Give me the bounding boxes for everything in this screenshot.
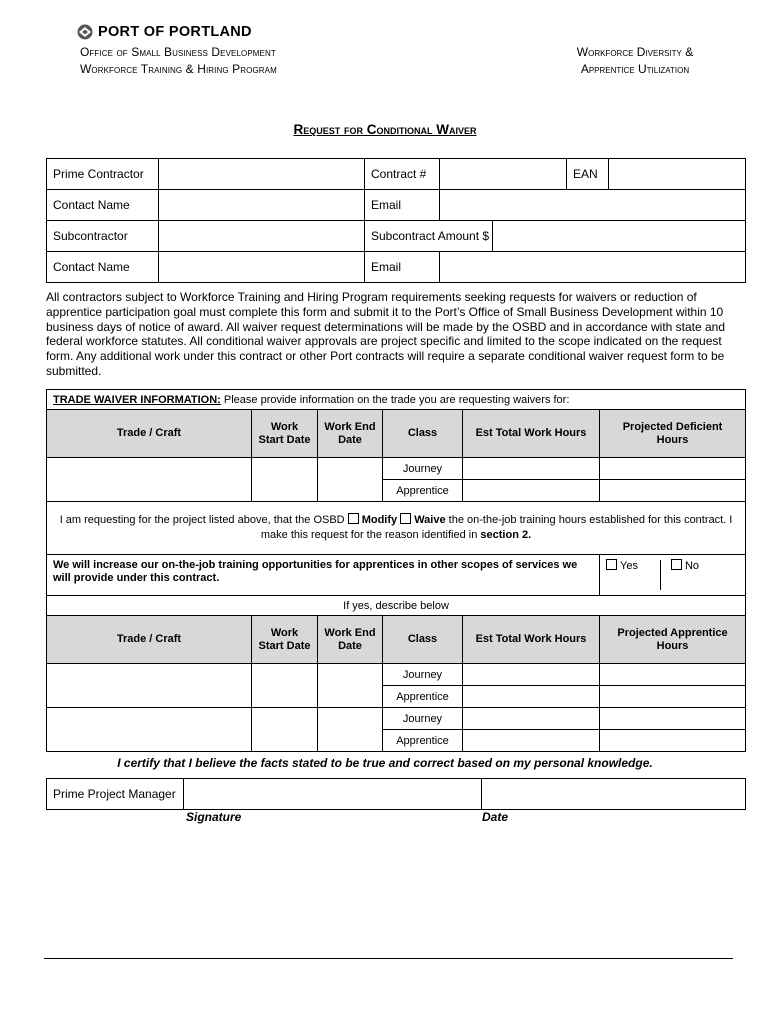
request-text-2: the on-the-job training hours established for this contract. I make this request for the reason identified in xyxy=(260,514,733,541)
signature-table xyxy=(46,778,746,810)
ean-field[interactable] xyxy=(609,159,746,190)
col-work-start-date: Work Start Date xyxy=(252,410,318,458)
contact-name-field[interactable] xyxy=(159,190,365,221)
trade-waiver-heading xyxy=(47,390,746,410)
port-logo-icon xyxy=(76,24,94,40)
work-end-date-field-2[interactable] xyxy=(318,664,383,708)
waive-checkbox[interactable] xyxy=(400,513,411,524)
apprentice-apprentice-hours-field-3[interactable] xyxy=(600,730,746,752)
apprentice-est-hours-field[interactable] xyxy=(463,480,600,502)
trade-waiver-table xyxy=(46,389,746,752)
journey-apprentice-hours-field-3[interactable] xyxy=(600,708,746,730)
prime-project-manager-label: Prime Project Manager xyxy=(47,779,184,810)
col2-trade-craft: Trade / Craft xyxy=(47,616,252,664)
class-journey-3: Journey xyxy=(383,708,463,730)
request-text-1: I am requesting for the project listed above, that the OSBD xyxy=(59,514,348,526)
certification-statement: I certify that I believe the facts stated to be true and correct based on my personal knowledge. xyxy=(117,756,653,770)
program-header xyxy=(530,44,740,78)
section-reference: section 2. xyxy=(480,529,532,541)
journey-est-hours-field-3[interactable] xyxy=(463,708,600,730)
col2-projected-apprentice-hours: Projected Apprentice Hours xyxy=(600,616,746,664)
contractor-info-table xyxy=(46,158,746,283)
program-line-2: Apprentice Utilization xyxy=(580,62,690,76)
footer-divider xyxy=(44,958,733,959)
increase-opportunities-statement: We will increase our on-the-job training opportunities for apprentices in other scopes of services we will provide under this contract. xyxy=(47,555,600,596)
trade-waiver-instruction: Please provide information on the trade you are requesting waivers for: xyxy=(220,393,570,406)
org-name: PORT OF PORTLAND xyxy=(98,24,252,40)
col-projected-deficient-hours: Projected Deficient Hours xyxy=(600,410,746,458)
col2-est-total-work-hours: Est Total Work Hours xyxy=(463,616,600,664)
trade-craft-field-2[interactable] xyxy=(47,664,252,708)
subcontractor-field[interactable] xyxy=(159,221,365,252)
waiver-request-statement xyxy=(47,502,746,555)
contract-number-label: Contract # xyxy=(365,159,440,190)
ean-label: EAN xyxy=(567,159,609,190)
subcontract-amount-field[interactable] xyxy=(493,221,746,252)
yes-checkbox[interactable] xyxy=(606,559,617,570)
subcontractor-label: Subcontractor xyxy=(47,221,159,252)
apprentice-deficient-hours-field[interactable] xyxy=(600,480,746,502)
col2-work-start-date: Work Start Date xyxy=(252,616,318,664)
apprentice-est-hours-field-3[interactable] xyxy=(463,730,600,752)
journey-deficient-hours-field[interactable] xyxy=(600,458,746,480)
trade-craft-field-3[interactable] xyxy=(47,708,252,752)
sub-contact-name-field[interactable] xyxy=(159,252,365,283)
page-title: Request for Conditional Waiver xyxy=(293,122,477,137)
date-field[interactable] xyxy=(482,779,746,810)
class-apprentice: Apprentice xyxy=(383,480,463,502)
yes-no-options xyxy=(600,555,746,596)
apprentice-est-hours-field-2[interactable] xyxy=(463,686,600,708)
no-label: No xyxy=(684,560,700,572)
trade-craft-field[interactable] xyxy=(47,458,252,502)
trade-waiver-title: TRADE WAIVER INFORMATION: xyxy=(53,393,221,406)
office-line-1: Office of Small Business Development xyxy=(80,45,276,59)
class-journey-2: Journey xyxy=(383,664,463,686)
col-work-end-date: Work End Date xyxy=(318,410,383,458)
prime-contractor-field[interactable] xyxy=(159,159,365,190)
journey-est-hours-field-2[interactable] xyxy=(463,664,600,686)
work-end-date-field[interactable] xyxy=(318,458,383,502)
subcontract-amount-label: Subcontract Amount $ xyxy=(365,221,493,252)
col2-class: Class xyxy=(383,616,463,664)
office-header xyxy=(80,44,277,78)
sub-email-label: Email xyxy=(365,252,440,283)
work-start-date-field-2[interactable] xyxy=(252,664,318,708)
signature-field[interactable] xyxy=(184,779,482,810)
prime-contractor-label: Prime Contractor xyxy=(47,159,159,190)
class-apprentice-2: Apprentice xyxy=(383,686,463,708)
col-class: Class xyxy=(383,410,463,458)
journey-est-hours-field[interactable] xyxy=(463,458,600,480)
sub-contact-name-label: Contact Name xyxy=(47,252,159,283)
modify-checkbox[interactable] xyxy=(348,513,359,524)
work-end-date-field-3[interactable] xyxy=(318,708,383,752)
sub-email-field[interactable] xyxy=(440,252,746,283)
office-line-2: Workforce Training & Hiring Program xyxy=(80,62,277,76)
work-start-date-field[interactable] xyxy=(252,458,318,502)
no-checkbox[interactable] xyxy=(671,559,682,570)
yes-label: Yes xyxy=(620,560,638,572)
contact-name-label: Contact Name xyxy=(47,190,159,221)
col2-work-end-date: Work End Date xyxy=(318,616,383,664)
contract-number-field[interactable] xyxy=(440,159,567,190)
apprentice-apprentice-hours-field-2[interactable] xyxy=(600,686,746,708)
col-est-total-work-hours: Est Total Work Hours xyxy=(463,410,600,458)
class-apprentice-3: Apprentice xyxy=(383,730,463,752)
if-yes-describe: If yes, describe below xyxy=(47,596,746,616)
waive-label: Waive xyxy=(414,514,446,526)
work-start-date-field-3[interactable] xyxy=(252,708,318,752)
program-line-1: Workforce Diversity & xyxy=(576,45,694,59)
email-label: Email xyxy=(365,190,440,221)
journey-apprentice-hours-field-2[interactable] xyxy=(600,664,746,686)
col-trade-craft: Trade / Craft xyxy=(47,410,252,458)
email-field[interactable] xyxy=(440,190,746,221)
date-label: Date xyxy=(482,810,509,824)
signature-label: Signature xyxy=(186,810,242,824)
port-logo xyxy=(76,24,252,40)
modify-label: Modify xyxy=(361,514,398,526)
class-journey: Journey xyxy=(383,458,463,480)
instructions-paragraph: All contractors subject to Workforce Training and Hiring Program requirements seeking requests for waivers or reduction of apprentice participation goal must complete this form and submit it to the Port’s Office of Small Business Development within 10 business days of notice of award. All waiver request determinations will be made by the OSBD and in accordance with state and federal workforce statutes. All conditional waiver approvals are project specific and limited to the scope indicated on the request form. Any additional work under this contract or other Port contracts will require a separate conditional waiver request form to be submitted. xyxy=(46,290,726,378)
